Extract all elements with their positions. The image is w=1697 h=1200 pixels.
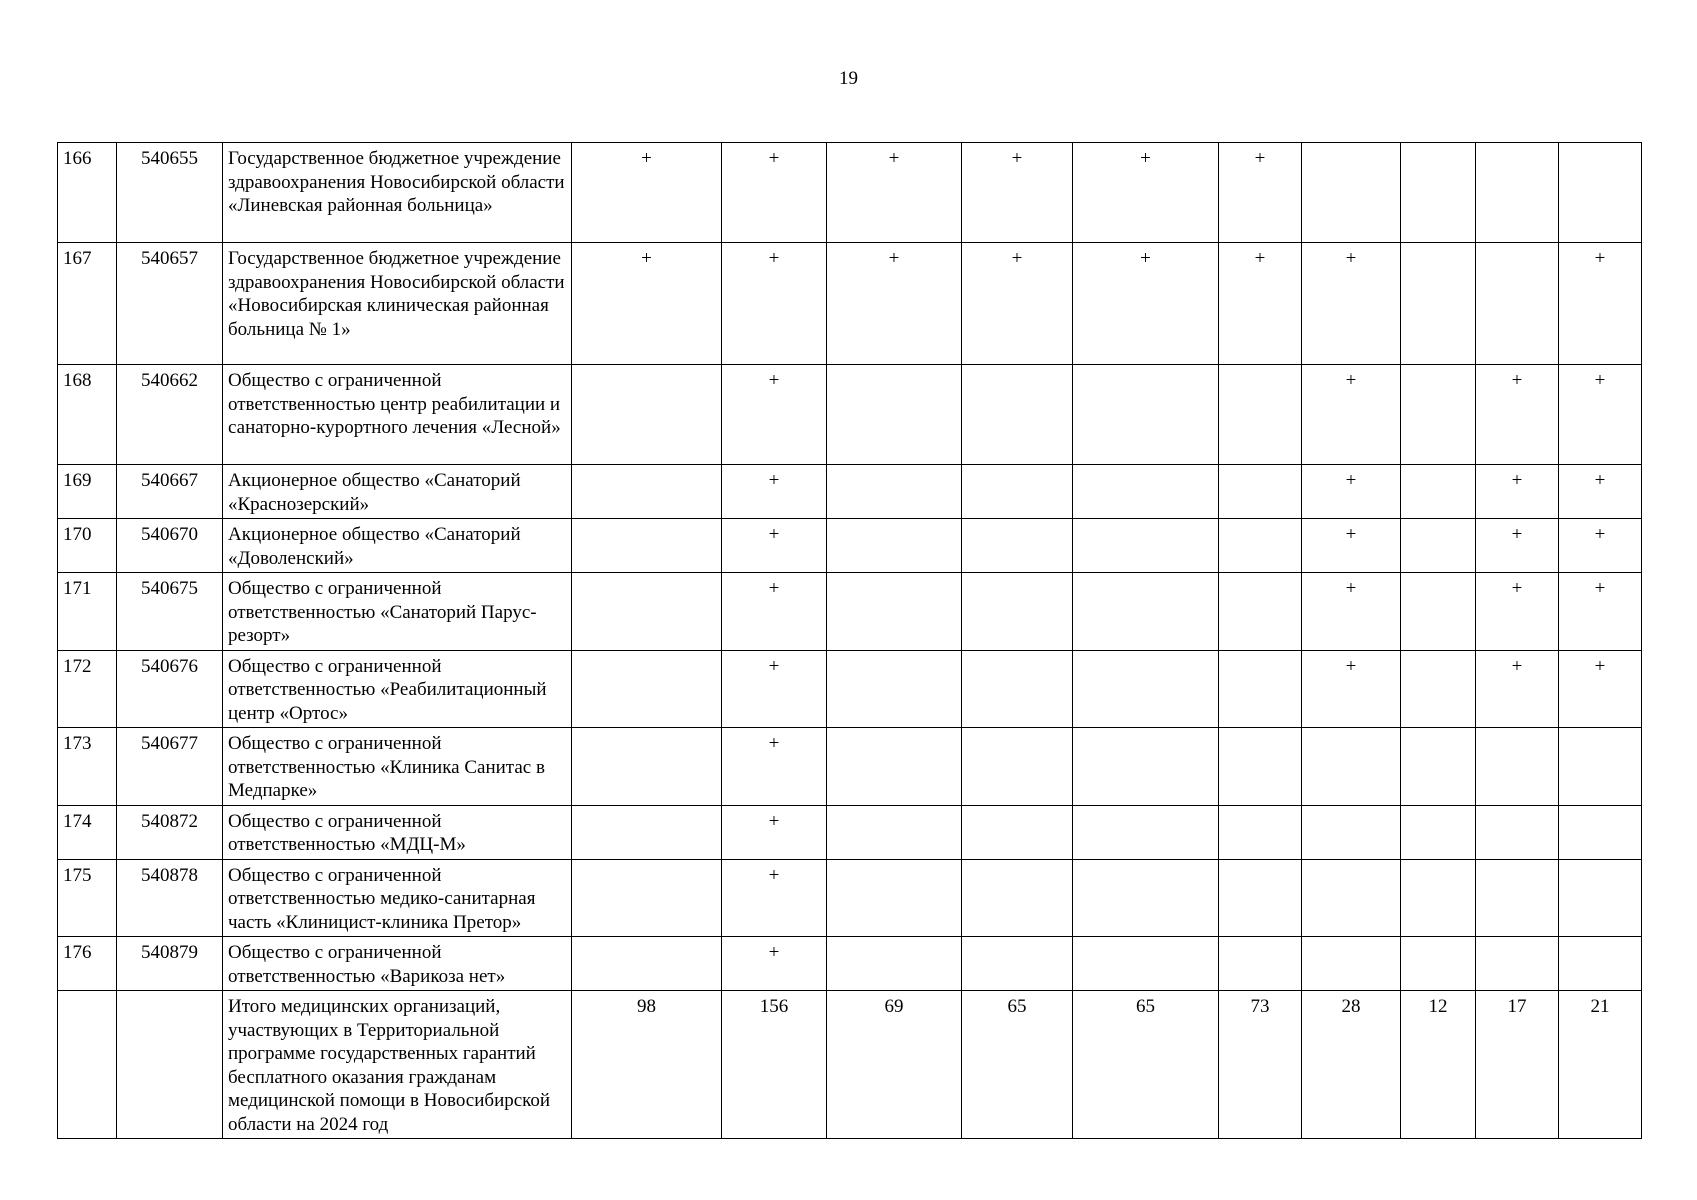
mark-cell-3 xyxy=(827,519,962,573)
mark-cell-4 xyxy=(962,937,1073,991)
mark-cell-6 xyxy=(1219,365,1302,465)
mark-cell-3 xyxy=(827,728,962,806)
row-number-cell: 176 xyxy=(58,937,117,991)
mark-cell-9: + xyxy=(1476,465,1559,519)
total-row xyxy=(58,991,1642,1139)
mark-cell-8 xyxy=(1401,365,1476,465)
mark-cell-1 xyxy=(572,805,722,859)
registry-code-cell: 540657 xyxy=(117,243,223,365)
mark-cell-6: + xyxy=(1219,143,1302,243)
mark-cell-7: + xyxy=(1302,365,1401,465)
mark-cell-1 xyxy=(572,573,722,651)
page-number: 19 xyxy=(839,68,858,89)
row-number-cell: 166 xyxy=(58,143,117,243)
mark-cell-7 xyxy=(1302,143,1401,243)
row-number-cell: 172 xyxy=(58,650,117,728)
mark-cell-5 xyxy=(1073,728,1219,806)
organization-name-cell: Государственное бюджетное учреждение здравоохранения Новосибирской области «Линевская районная больница» xyxy=(223,143,572,243)
mark-cell-3 xyxy=(827,573,962,651)
mark-cell-2: + xyxy=(722,365,827,465)
mark-cell-10 xyxy=(1559,143,1642,243)
mark-cell-6: + xyxy=(1219,243,1302,365)
mark-cell-10: + xyxy=(1559,573,1642,651)
mark-cell-8 xyxy=(1401,859,1476,937)
registry-code-cell xyxy=(117,991,223,1139)
mark-cell-4 xyxy=(962,465,1073,519)
mark-cell-4 xyxy=(962,859,1073,937)
mark-cell-10: + xyxy=(1559,365,1642,465)
mark-cell-1: + xyxy=(572,243,722,365)
mark-cell-5 xyxy=(1073,465,1219,519)
mark-cell-7: + xyxy=(1302,650,1401,728)
mark-cell-9 xyxy=(1476,243,1559,365)
mark-cell-5 xyxy=(1073,573,1219,651)
mark-cell-10: + xyxy=(1559,519,1642,573)
mark-cell-2: + xyxy=(722,805,827,859)
mark-cell-3 xyxy=(827,465,962,519)
registry-code-cell: 540670 xyxy=(117,519,223,573)
total-cell-5: 65 xyxy=(1073,991,1219,1139)
mark-cell-1 xyxy=(572,365,722,465)
mark-cell-10 xyxy=(1559,937,1642,991)
registry-code-cell: 540662 xyxy=(117,365,223,465)
registry-code-cell: 540879 xyxy=(117,937,223,991)
mark-cell-7 xyxy=(1302,805,1401,859)
mark-cell-8 xyxy=(1401,573,1476,651)
table-row xyxy=(58,937,1642,991)
mark-cell-1 xyxy=(572,519,722,573)
mark-cell-2: + xyxy=(722,859,827,937)
organization-name-cell: Акционерное общество «Санаторий «Доволенский» xyxy=(223,519,572,573)
mark-cell-9: + xyxy=(1476,519,1559,573)
mark-cell-8 xyxy=(1401,243,1476,365)
registry-code-cell: 540677 xyxy=(117,728,223,806)
mark-cell-3: + xyxy=(827,143,962,243)
total-cell-4: 65 xyxy=(962,991,1073,1139)
organization-name-cell: Общество с ограниченной ответственностью «МДЦ-М» xyxy=(223,805,572,859)
mark-cell-2: + xyxy=(722,465,827,519)
mark-cell-4 xyxy=(962,650,1073,728)
mark-cell-4 xyxy=(962,519,1073,573)
mark-cell-5: + xyxy=(1073,143,1219,243)
row-number-cell: 167 xyxy=(58,243,117,365)
organization-name-cell: Общество с ограниченной ответственностью центр реабилитации и санаторно-курортного лечения «Лесной» xyxy=(223,365,572,465)
mark-cell-10 xyxy=(1559,728,1642,806)
registry-code-cell: 540878 xyxy=(117,859,223,937)
row-number-cell: 171 xyxy=(58,573,117,651)
mark-cell-2: + xyxy=(722,519,827,573)
mark-cell-6 xyxy=(1219,937,1302,991)
registry-code-cell: 540676 xyxy=(117,650,223,728)
mark-cell-8 xyxy=(1401,519,1476,573)
mark-cell-3 xyxy=(827,859,962,937)
mark-cell-6 xyxy=(1219,805,1302,859)
mark-cell-4 xyxy=(962,573,1073,651)
registry-code-cell: 540675 xyxy=(117,573,223,651)
medical-organizations-table xyxy=(57,142,1642,1139)
mark-cell-4 xyxy=(962,365,1073,465)
mark-cell-8 xyxy=(1401,143,1476,243)
mark-cell-2: + xyxy=(722,243,827,365)
mark-cell-2: + xyxy=(722,650,827,728)
mark-cell-1 xyxy=(572,465,722,519)
total-cell-7: 28 xyxy=(1302,991,1401,1139)
total-cell-1: 98 xyxy=(572,991,722,1139)
mark-cell-2: + xyxy=(722,728,827,806)
mark-cell-9 xyxy=(1476,805,1559,859)
mark-cell-4 xyxy=(962,805,1073,859)
mark-cell-9 xyxy=(1476,143,1559,243)
mark-cell-5 xyxy=(1073,937,1219,991)
total-label-cell: Итого медицинских организаций, участвующих в Территориальной программе государственных гарантий бесплатного оказания гражданам медицинской помощи в Новосибирской области на 2024 год xyxy=(223,991,572,1139)
mark-cell-4: + xyxy=(962,143,1073,243)
mark-cell-1 xyxy=(572,859,722,937)
mark-cell-8 xyxy=(1401,937,1476,991)
mark-cell-8 xyxy=(1401,465,1476,519)
mark-cell-9 xyxy=(1476,859,1559,937)
total-cell-3: 69 xyxy=(827,991,962,1139)
mark-cell-10: + xyxy=(1559,650,1642,728)
mark-cell-6 xyxy=(1219,519,1302,573)
mark-cell-1 xyxy=(572,937,722,991)
mark-cell-3 xyxy=(827,937,962,991)
mark-cell-6 xyxy=(1219,728,1302,806)
mark-cell-4 xyxy=(962,728,1073,806)
row-number-cell xyxy=(58,991,117,1139)
total-cell-2: 156 xyxy=(722,991,827,1139)
mark-cell-6 xyxy=(1219,859,1302,937)
mark-cell-7 xyxy=(1302,859,1401,937)
row-number-cell: 175 xyxy=(58,859,117,937)
mark-cell-5 xyxy=(1073,805,1219,859)
mark-cell-1 xyxy=(572,728,722,806)
mark-cell-5 xyxy=(1073,859,1219,937)
table-row xyxy=(58,805,1642,859)
table-row xyxy=(58,143,1642,243)
mark-cell-9: + xyxy=(1476,573,1559,651)
mark-cell-1 xyxy=(572,650,722,728)
organization-name-cell: Общество с ограниченной ответственностью медико-санитарная часть «Клиницист-клиника Претор» xyxy=(223,859,572,937)
mark-cell-8 xyxy=(1401,805,1476,859)
mark-cell-9: + xyxy=(1476,365,1559,465)
row-number-cell: 170 xyxy=(58,519,117,573)
mark-cell-4: + xyxy=(962,243,1073,365)
mark-cell-2: + xyxy=(722,937,827,991)
mark-cell-5 xyxy=(1073,650,1219,728)
table-row xyxy=(58,728,1642,806)
total-cell-6: 73 xyxy=(1219,991,1302,1139)
row-number-cell: 173 xyxy=(58,728,117,806)
mark-cell-1: + xyxy=(572,143,722,243)
organization-name-cell: Общество с ограниченной ответственностью «Санаторий Парус-резорт» xyxy=(223,573,572,651)
row-number-cell: 169 xyxy=(58,465,117,519)
mark-cell-3 xyxy=(827,650,962,728)
mark-cell-3 xyxy=(827,365,962,465)
mark-cell-6 xyxy=(1219,465,1302,519)
mark-cell-7: + xyxy=(1302,573,1401,651)
registry-code-cell: 540655 xyxy=(117,143,223,243)
total-cell-8: 12 xyxy=(1401,991,1476,1139)
mark-cell-9 xyxy=(1476,937,1559,991)
row-number-cell: 168 xyxy=(58,365,117,465)
table-body xyxy=(58,143,1642,1139)
total-cell-10: 21 xyxy=(1559,991,1642,1139)
table-row xyxy=(58,650,1642,728)
total-cell-9: 17 xyxy=(1476,991,1559,1139)
mark-cell-9 xyxy=(1476,728,1559,806)
mark-cell-7: + xyxy=(1302,519,1401,573)
mark-cell-5 xyxy=(1073,519,1219,573)
table-row xyxy=(58,465,1642,519)
mark-cell-10 xyxy=(1559,805,1642,859)
mark-cell-8 xyxy=(1401,650,1476,728)
row-number-cell: 174 xyxy=(58,805,117,859)
table-row xyxy=(58,859,1642,937)
mark-cell-10 xyxy=(1559,859,1642,937)
mark-cell-2: + xyxy=(722,573,827,651)
mark-cell-10: + xyxy=(1559,465,1642,519)
mark-cell-8 xyxy=(1401,728,1476,806)
table-row xyxy=(58,519,1642,573)
organization-name-cell: Общество с ограниченной ответственностью «Варикоза нет» xyxy=(223,937,572,991)
mark-cell-5 xyxy=(1073,365,1219,465)
mark-cell-7: + xyxy=(1302,243,1401,365)
table-row xyxy=(58,243,1642,365)
organization-name-cell: Общество с ограниченной ответственностью «Клиника Санитас в Медпарке» xyxy=(223,728,572,806)
mark-cell-7 xyxy=(1302,937,1401,991)
registry-code-cell: 540667 xyxy=(117,465,223,519)
mark-cell-9: + xyxy=(1476,650,1559,728)
organization-name-cell: Акционерное общество «Санаторий «Краснозерский» xyxy=(223,465,572,519)
table-row xyxy=(58,365,1642,465)
table-row xyxy=(58,573,1642,651)
mark-cell-7: + xyxy=(1302,465,1401,519)
mark-cell-3 xyxy=(827,805,962,859)
mark-cell-5: + xyxy=(1073,243,1219,365)
registry-code-cell: 540872 xyxy=(117,805,223,859)
mark-cell-2: + xyxy=(722,143,827,243)
organization-name-cell: Общество с ограниченной ответственностью «Реабилитационный центр «Ортос» xyxy=(223,650,572,728)
mark-cell-10: + xyxy=(1559,243,1642,365)
mark-cell-3: + xyxy=(827,243,962,365)
organization-name-cell: Государственное бюджетное учреждение здравоохранения Новосибирской области «Новосибирская клиническая районная больница № 1» xyxy=(223,243,572,365)
mark-cell-6 xyxy=(1219,573,1302,651)
mark-cell-6 xyxy=(1219,650,1302,728)
mark-cell-7 xyxy=(1302,728,1401,806)
